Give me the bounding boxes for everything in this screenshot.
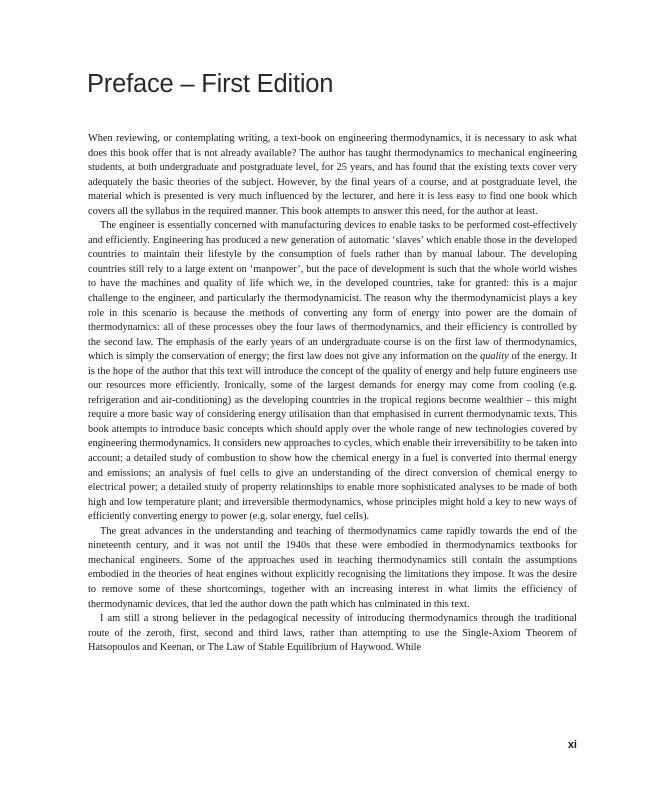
- paragraph-text: I am still a strong believer in the pedagogical necessity of introducing thermodynamics through the traditional route of the zeroth, first, second and third laws, rather than attempting to use the Single-Axiom Theorem of Hatsopoulos and Keenan, or The Law of Stable Equilibrium of Haywood. While: [88, 613, 577, 654]
- paragraph-text: The great advances in the understanding and teaching of thermodynamics came rapidly towards the end of the nineteenth century, and it was not until the 1940s that these were embodied in thermodynamics textbooks for mechanical engineers. Some of the approaches used in teaching thermodynamics still contain the assumptions embodied in the theories of heat engines without explicitly recognising the limitations they impose. It was the desire to remove some of these shortcomings, together with an increasing interest in what limits the efficiency of thermodynamic devices, that led the author down the path which has culminated in this text.: [88, 525, 577, 610]
- paragraph: [88, 612, 577, 656]
- paragraph-text: When reviewing, or contemplating writing, a text-book on engineering thermodynamics, it is necessary to ask what does this book offer that is not already available? The author has taught thermodynamics to mechanical engineering students, at both undergraduate and postgraduate level, for 25 years, and has found that the existing texts cover very adequately the basic theories of the subject. However, by the final years of a course, and at postgraduate level, the material which is presented is very much influenced by the lecturer, and here it is less easy to find one book which covers all the syllabus in the required manner. This book attempts to answer this need, for the author at least.: [88, 133, 577, 217]
- paragraph-text: of the energy. It is the hope of the author that this text will introduce the concept of the quality of energy and help future engineers use our resources more efficiently. Ironically, some of the largest demands for energy may come from cooling (e.g. refrigeration and air-conditioning) as the developing countries in the tropical regions become wealthier – this might require a more basic way of considering energy utilisation than that emphasised in current thermodynamic texts. This book attempts to introduce basic concepts which should apply over the whole range of new technologies covered by engineering thermodynamics. It considers new approaches to cycles, which enable their irreversibility to be taken into account; a detailed study of combustion to show how the chemical energy in a fuel is converted into thermal energy and emissions; an analysis of fuel cells to give an understanding of the direct conversion of chemical energy to electrical power; a detailed study of property relationships to enable more sophisticated analyses to be made of both high and low temperature plant; and irreversible thermodynamics, whose principles might hold a key to new ways of efficiently converting energy to power (e.g. solar energy, fuel cells).: [88, 351, 577, 523]
- paragraph-text: The engineer is essentially concerned with manufacturing devices to enable tasks to be performed cost-effectively and efficiently. Engineering has produced a new generation of automatic ‘slaves’ which enable those in the developed countries to maintain their lifestyle by the consumption of fuels rather than by manual labour. The developing countries still rely to a large extent on ‘manpower’, but the pace of development is such that the whole world wishes to have the machines and quality of life which we, in the developed countries, take for granted: this is a major challenge to the engineer, and particularly the thermodynamicist. The reason why the thermodynamicist plays a key role in this scenario is because the methods of converting any form of energy into power are the domain of thermodynamics: all of these processes obey the four laws of thermodynamics, and their efficiency is controlled by the second law. The emphasis of the early years of an undergraduate course is on the first law of thermodynamics, which is simply the conservation of energy; the first law does not give any information on the: [88, 220, 577, 363]
- paragraph: [88, 219, 577, 524]
- emphasis-quality: quality: [480, 351, 509, 363]
- preface-body: [88, 132, 577, 656]
- page-number: xi: [567, 739, 577, 751]
- page-title: Preface – First Edition: [87, 70, 334, 98]
- paragraph: [88, 132, 577, 219]
- paragraph: [88, 525, 577, 612]
